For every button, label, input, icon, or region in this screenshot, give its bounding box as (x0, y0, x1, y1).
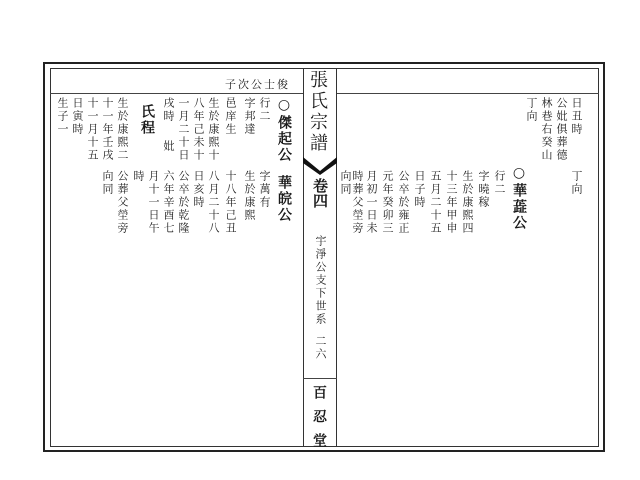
person2-line: 八月二十八 (207, 170, 220, 235)
person2-line: 公卒於乾隆 (177, 170, 190, 235)
person1-line: 八年己未十 (192, 97, 205, 162)
right-top-line: 公妣俱葬德 (555, 97, 568, 162)
person2-line: 字萬有 (258, 170, 271, 209)
fish-tail-mark (303, 157, 337, 175)
right-side-note: 丁向 (570, 170, 583, 196)
person1-line: 一月二十日 (177, 97, 190, 162)
person1-name: ○傑起公 (276, 97, 292, 163)
right-person-line: 五月二十五 (429, 170, 442, 235)
person2-line: 生於康熙 (243, 170, 256, 222)
right-person-line: 字曉稼 (477, 170, 490, 209)
right-person-line: 行二 (493, 170, 506, 196)
person2-burial: 公葬父塋旁 (116, 170, 129, 235)
right-person-line: 月初一日未 (365, 170, 378, 235)
page-number: 二六 (314, 335, 327, 361)
wife-line: 生於康熙二 (116, 97, 129, 162)
person1-line: 字邦達 (243, 97, 256, 136)
left-header-rule (50, 93, 303, 94)
hall-name: 百忍堂 (311, 385, 327, 457)
person1-wife-label: 妣 (162, 140, 175, 153)
person2-line: 月十一日午 (147, 170, 160, 235)
section-title: 宇淨公支下世系 (314, 235, 327, 326)
person1-line: 行二 (258, 97, 271, 123)
left-heading: 俊士公次子 (225, 78, 290, 91)
person1-wife-surname: 氏程 (139, 104, 155, 136)
right-person-line: 生於康熙四 (461, 170, 474, 235)
wife-line: 十一年壬戌 (101, 97, 114, 162)
right-person-line: 向同 (339, 170, 352, 196)
right-top-line: 丁向 (525, 97, 538, 123)
volume-label: 卷四 (311, 178, 329, 208)
right-header-rule (337, 93, 599, 94)
person2-burial: 向同 (101, 170, 114, 196)
right-top-line: 林巷右癸山 (540, 97, 553, 162)
person2-line: 日亥時 (192, 170, 205, 209)
person2-line: 六年辛酉七 (162, 170, 175, 235)
right-person-line: 十三年甲申 (445, 170, 458, 235)
person2-line: 十八年己丑 (224, 170, 237, 235)
person1-line: 邑庠生 (224, 97, 237, 136)
right-person-name: ○華蕋公 (511, 165, 527, 231)
right-person-line: 日子時 (413, 170, 426, 209)
book-title: 張氏宗譜 (307, 70, 328, 154)
person1-line: 生於康熙十 (207, 97, 220, 162)
wife-line: 生子一 (56, 97, 69, 136)
right-person-line: 公卒於雍正 (397, 170, 410, 235)
wife-line: 十一月十五 (86, 97, 99, 162)
right-person-line: 時葬父塋旁 (351, 170, 364, 235)
person2-line: 時 (132, 170, 145, 183)
wife-line: 日寅時 (71, 97, 84, 136)
right-top-line: 日丑時 (570, 97, 583, 136)
right-person-line: 元年癸卯三 (381, 170, 394, 235)
hall-separator (303, 378, 337, 379)
person1-line: 戌時 (162, 97, 175, 123)
person2-name: 華皖公 (276, 175, 292, 223)
